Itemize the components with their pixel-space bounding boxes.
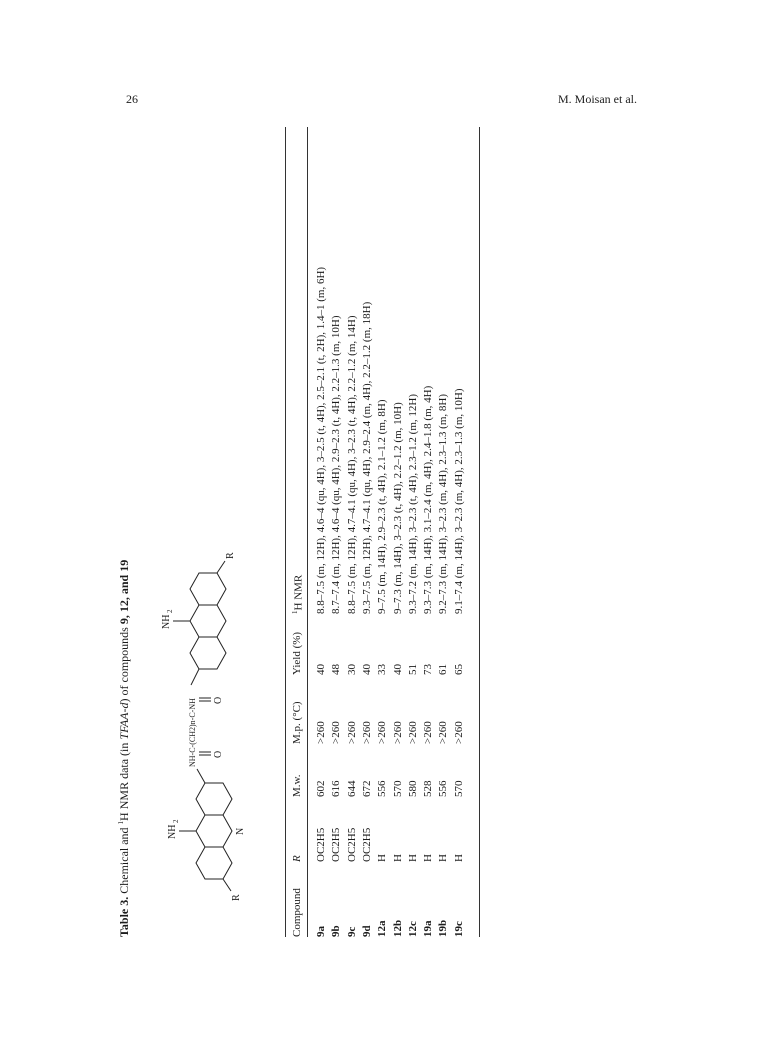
cell-yield: 61 bbox=[437, 664, 450, 675]
left-r-label: R bbox=[231, 894, 242, 901]
left-nh2-sub: 2 bbox=[172, 819, 180, 823]
cell-mw: 644 bbox=[345, 780, 358, 797]
cell-mp: >260 bbox=[437, 721, 450, 744]
cell-compound: 19b bbox=[437, 919, 450, 937]
cell-compound: 19c bbox=[452, 921, 465, 937]
cell-mp: >260 bbox=[376, 721, 389, 744]
cell-mw: 580 bbox=[406, 780, 419, 797]
cell-yield: 73 bbox=[422, 664, 435, 675]
header-nmr-text: H NMR bbox=[292, 574, 305, 611]
header-nmr bbox=[291, 575, 305, 614]
cell-mp: >260 bbox=[330, 721, 343, 744]
cell-yield: 48 bbox=[330, 664, 343, 675]
header-compound: Compound bbox=[291, 888, 303, 937]
right-r-label: R bbox=[225, 552, 236, 559]
caption-text-3: ) of compounds bbox=[117, 624, 131, 703]
cell-compound: 19a bbox=[422, 920, 435, 937]
right-nh2-sub: 2 bbox=[166, 609, 174, 613]
cell-nmr: 9.1–7.4 (m, 14H), 3–2.3 (m, 4H), 2.3–1.3 (m, 10H) bbox=[452, 388, 465, 614]
cell-mp: >260 bbox=[345, 721, 358, 744]
cell-yield: 40 bbox=[315, 664, 327, 675]
cell-r: H bbox=[422, 854, 435, 862]
table-bottom-rule bbox=[479, 127, 480, 937]
cell-mw: 602 bbox=[315, 780, 327, 797]
cell-mp: >260 bbox=[452, 721, 465, 744]
header-mp: M.p. (°C) bbox=[291, 701, 303, 744]
cell-yield: 51 bbox=[406, 664, 419, 675]
cell-nmr: 9–7.3 (m, 14H), 3–2.3 (t, 4H), 2.2–1.2 (m, 10H) bbox=[391, 402, 404, 614]
caption-compounds: 9, 12, and 19 bbox=[117, 559, 131, 625]
cell-mp: >260 bbox=[391, 721, 404, 744]
cell-r: H bbox=[437, 854, 450, 862]
cell-r: H bbox=[406, 854, 419, 862]
cell-r: H bbox=[391, 854, 404, 862]
table-top-rule bbox=[285, 127, 286, 937]
header-nmr-sup: 1 bbox=[291, 610, 299, 614]
left-acridine-rings bbox=[179, 769, 232, 891]
cell-nmr: 8.7–7.4 (m, 12H), 4.6–4 (qu, 4H), 2.9–2.3 (t, 4H), 2.2–1.3 (m, 10H) bbox=[330, 315, 343, 614]
cell-mw: 570 bbox=[391, 780, 404, 797]
running-head: M. Moisan et al. bbox=[558, 92, 637, 106]
cell-mp: >260 bbox=[422, 721, 435, 744]
chemical-structure bbox=[135, 397, 275, 917]
table-caption bbox=[117, 560, 132, 937]
carbonyl-o-right: O bbox=[213, 696, 224, 704]
cell-mp: >260 bbox=[360, 721, 373, 744]
cell-compound: 9d bbox=[360, 925, 373, 937]
cell-mp: >260 bbox=[315, 721, 327, 744]
cell-compound: 9c bbox=[345, 926, 358, 937]
cell-compound: 12b bbox=[391, 919, 404, 937]
cell-yield: 30 bbox=[345, 664, 358, 675]
header-mw: M.w. bbox=[291, 774, 303, 797]
cell-yield: 65 bbox=[452, 664, 465, 675]
caption-text: Chemical and bbox=[117, 824, 131, 894]
cell-r: H bbox=[376, 854, 389, 862]
cell-nmr: 9.3–7.5 (m, 12H), 4.7–4.1 (qu, 4H), 2.9–2.4 (m, 4H), 2.2–1.2 (m, 18H) bbox=[360, 301, 373, 614]
caption-sup: 1 bbox=[117, 820, 125, 825]
cell-compound: 9b bbox=[330, 925, 343, 937]
cell-nmr: 9.3–7.3 (m, 14H), 3.1–2.4 (m, 4H), 2.4–1.8 (m, 4H) bbox=[422, 385, 435, 614]
table-header-rule bbox=[307, 127, 308, 937]
header-yield: Yield (%) bbox=[291, 631, 303, 675]
caption-solvent: TFAA-d bbox=[117, 702, 131, 740]
caption-label: Table 3. bbox=[117, 896, 131, 937]
cell-r: OC2H5 bbox=[360, 827, 373, 862]
cell-r: H bbox=[452, 854, 465, 862]
cell-yield: 40 bbox=[391, 664, 404, 675]
cell-r: OC2H5 bbox=[330, 827, 343, 862]
ring-nitrogen-label: N bbox=[235, 827, 246, 835]
cell-yield: 40 bbox=[360, 664, 373, 675]
cell-nmr: 8.8–7.5 (m, 12H), 4.7–4.1 (qu, 4H), 3–2.3 (t, 4H), 2.2–1.2 (m, 14H) bbox=[345, 315, 358, 614]
header-r: R bbox=[291, 855, 303, 862]
page-number: 26 bbox=[126, 92, 138, 106]
cell-mp: >260 bbox=[406, 721, 419, 744]
cell-mw: 556 bbox=[376, 780, 389, 797]
cell-compound: 9a bbox=[315, 926, 327, 937]
cell-nmr: 8.8–7.5 (m, 12H), 4.6–4 (qu, 4H), 3–2.5 (t, 4H), 2.5–2.1 (t, 2H), 1.4–1 (m, 6H) bbox=[315, 266, 327, 614]
cell-mw: 528 bbox=[422, 780, 435, 797]
carbonyl-o-left: O bbox=[213, 750, 224, 758]
cell-mw: 616 bbox=[330, 780, 343, 797]
cell-r: OC2H5 bbox=[315, 827, 327, 862]
linker-label: NH-C-(CH2)n-C-NH bbox=[188, 698, 197, 767]
cell-compound: 12a bbox=[376, 920, 389, 937]
left-nh2-label: NH bbox=[167, 824, 178, 839]
cell-compound: 12c bbox=[406, 921, 419, 937]
cell-nmr: 9.2–7.3 (m, 14H), 3–2.3 (m, 4H), 2.3–1.3 (m, 8H) bbox=[437, 394, 450, 614]
cell-mw: 556 bbox=[437, 780, 450, 797]
right-acridine-rings bbox=[173, 561, 226, 685]
rotated-table-block bbox=[117, 127, 497, 937]
cell-nmr: 9–7.5 (m, 14H), 2.9–2.3 (t, 4H), 2.1–1.2 (m, 8H) bbox=[376, 399, 389, 614]
cell-mw: 570 bbox=[452, 780, 465, 797]
cell-r: OC2H5 bbox=[345, 827, 358, 862]
cell-yield: 33 bbox=[376, 664, 389, 675]
caption-text-2: H NMR data (in bbox=[117, 739, 131, 821]
cell-mw: 672 bbox=[360, 780, 373, 797]
cell-nmr: 9.3–7.2 (m, 14H), 3–2.3 (t, 4H), 2.3–1.2 (m, 12H) bbox=[406, 394, 419, 614]
right-nh2-label: NH bbox=[161, 614, 172, 629]
